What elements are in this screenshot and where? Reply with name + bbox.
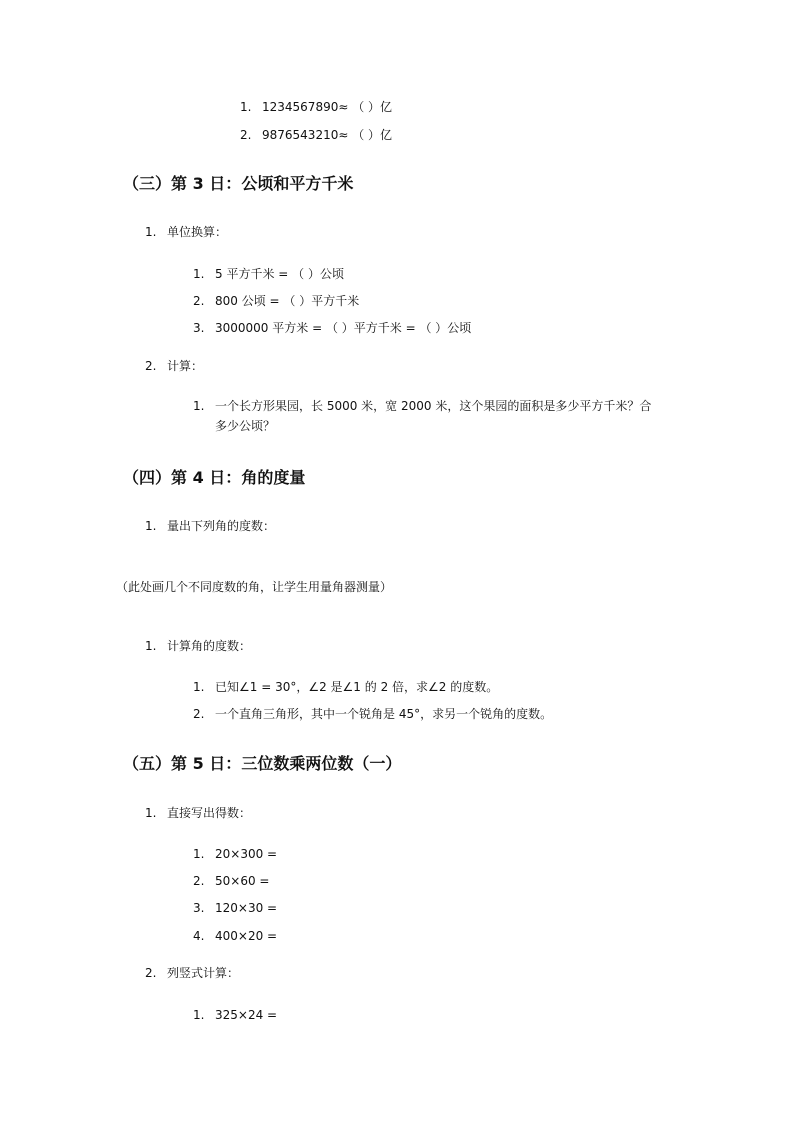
question-label: 2. 列竖式计算： <box>145 966 240 980</box>
list-item: 1. 一个长方形果园，长 5000 米，宽 2000 米，这个果园的面积是多少平方千米？合 <box>193 399 652 413</box>
list-item: 1. 1234567890≈ （ ）亿 <box>240 100 393 114</box>
list-item: 1. 20×300 = <box>193 847 278 861</box>
question-label: 2. 计算： <box>145 359 204 373</box>
placeholder-note: （此处画几个不同度数的角，让学生用量角器测量） <box>116 580 393 594</box>
list-item: 2. 800 公顷 = （ ）平方千米 <box>193 294 360 308</box>
section-heading: （五）第 5 日：三位数乘两位数（一） <box>123 754 402 773</box>
section-heading: （三）第 3 日：公顷和平方千米 <box>123 174 354 193</box>
list-item: 3. 3000000 平方米 = （ ）平方千米 = （ ）公顷 <box>193 321 472 335</box>
list-item: 3. 120×30 = <box>193 901 278 915</box>
list-item: 2. 50×60 = <box>193 874 270 888</box>
question-label: 1. 量出下列角的度数： <box>145 519 276 533</box>
section-heading: （四）第 4 日：角的度量 <box>123 468 306 487</box>
list-item: 1. 325×24 = <box>193 1008 278 1022</box>
question-label: 1. 直接写出得数： <box>145 806 252 820</box>
question-label: 1. 计算角的度数： <box>145 639 252 653</box>
list-item: 1. 5 平方千米 = （ ）公顷 <box>193 267 344 281</box>
question-label: 1. 单位换算： <box>145 225 228 239</box>
list-item: 1. 已知∠1 = 30°，∠2 是∠1 的 2 倍，求∠2 的度数。 <box>193 680 499 694</box>
list-item-continuation: 多少公顷？ <box>215 419 276 433</box>
list-item: 4. 400×20 = <box>193 929 278 943</box>
list-item: 2. 一个直角三角形，其中一个锐角是 45°，求另一个锐角的度数。 <box>193 707 553 721</box>
list-item: 2. 9876543210≈ （ ）亿 <box>240 128 393 142</box>
